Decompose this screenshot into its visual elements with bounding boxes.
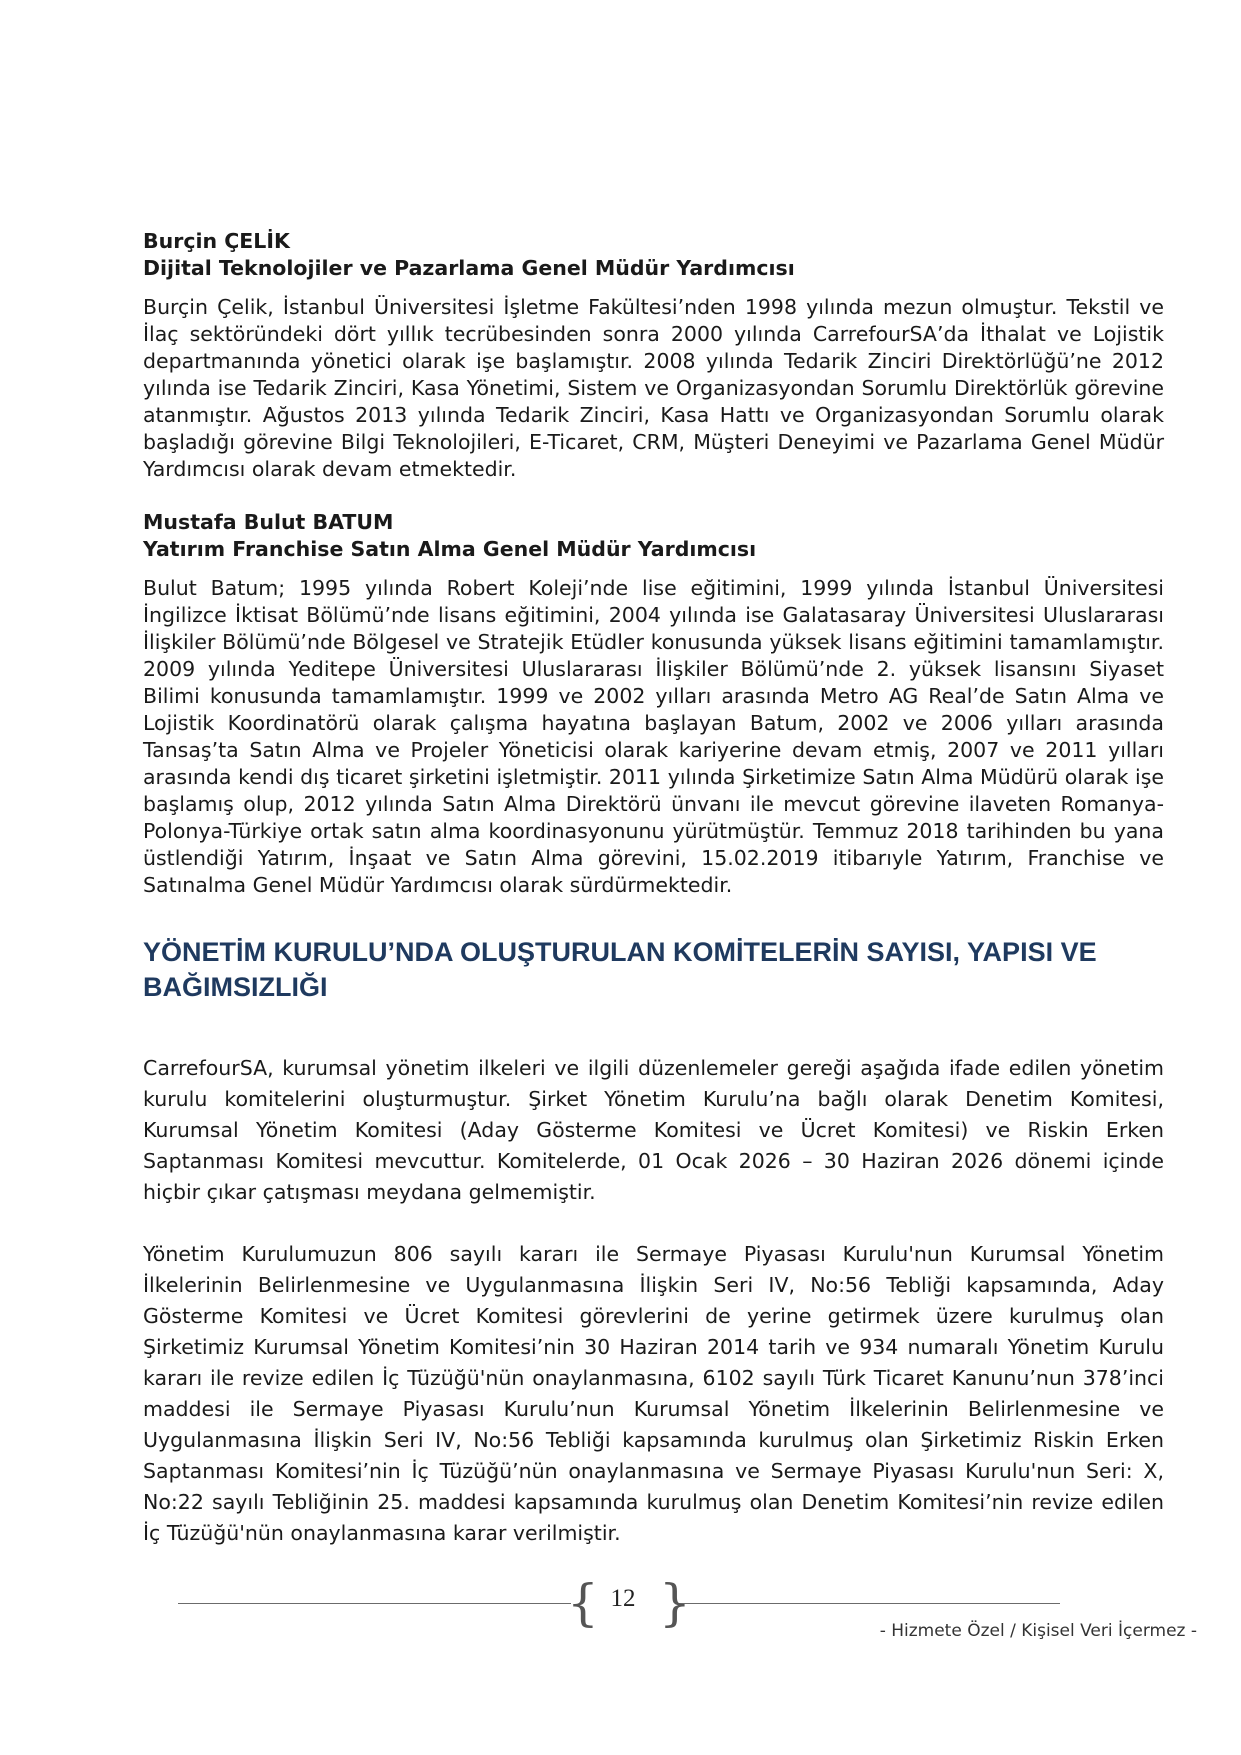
- footer-divider-right: [676, 1603, 1060, 1604]
- section-heading: YÖNETİM KURULU’NDA OLUŞTURULAN KOMİTELERİN SAYISI, YAPISI VE BAĞIMSIZLIĞI: [143, 937, 1097, 1002]
- executive-role: Yatırım Franchise Satın Alma Genel Müdür Yardımcısı: [143, 537, 757, 561]
- executive-name: Mustafa Bulut BATUM: [143, 510, 394, 534]
- classification-note: - Hizmete Özel / Kişisel Veri İçermez -: [879, 1621, 1197, 1641]
- right-brace-icon: }: [659, 1574, 691, 1632]
- committees-paragraph: CarrefourSA, kurumsal yönetim ilkeleri ve ilgili düzenlemeler gereği aşağıda ifade edilen yönetim kurulu komitelerini oluşturmuştur. Şirket Yönetim Kurulu’na bağlı olarak Denetim Komitesi, Kurumsal Yönetim Komitesi (Aday Gösterme Komitesi ve Ücret Komitesi) ve Riskin Erken Saptanması Komitesi mevcuttur. Komitelerde, 01 Ocak 2026 – 30 Haziran 2026 dönemi içinde hiçbir çıkar çatışması meydana gelmemiştir.: [143, 1056, 1164, 1204]
- left-brace-icon: {: [567, 1574, 599, 1632]
- executive-bio: Bulut Batum; 1995 yılında Robert Koleji’nde lise eğitimini, 1999 yılında İstanbul Üniversitesi İngilizce İktisat Bölümü’nde lisans eğitimini, 2004 yılında ise Galatasaray Üniversitesi Uluslararası İlişkiler Bölümü’nde Bölgesel ve Stratejik Etüdler konusunda yüksek lisans eğitimini tamamlamıştır. 2009 yılında Yeditepe Üniversitesi Uluslararası İlişkiler Bölümü’nde 2. yüksek lisansını Siyaset Bilimi konusunda tamamlamıştır. 1999 ve 2002 yılları arasında Metro AG Real’de Satın Alma ve Lojistik Koordinatörü olarak çalışma hayatına başlayan Batum, 2002 ve 2006 yılları arasında Tansaş’ta Satın Alma ve Projeler Yöneticisi olarak kariyerine devam etmiş, 2007 ve 2011 yılları arasında kendi dış ticaret şirketini işletmiştir. 2011 yılında Şirketimize Satın Alma Müdürü olarak işe başlamış olup, 2012 yılında Satın Alma Direktörü ünvanı ile mevcut görevine ilaveten Romanya-Polonya-Türkiye ortak satın alma koordinasyonunu yürütmüştür. Temmuz 2018 tarihinden bu yana üstlendiği Yatırım, İnşaat ve Satın Alma görevini, 15.02.2019 itibarıyle Yatırım, Franchise ve Satınalma Genel Müdür Yardımcısı olarak sürdürmektedir.: [143, 576, 1164, 897]
- executive-bio: Burçin Çelik, İstanbul Üniversitesi İşletme Fakültesi’nden 1998 yılında mezun olmuştur. Tekstil ve İlaç sektöründeki dört yıllık tecrübesinden sonra 2000 yılında CarrefourSA’da İthalat ve Lojistik departmanında yönetici olarak işe başlamıştır. 2008 yılında Tedarik Zinciri Direktörlüğü’ne 2012 yılında ise Tedarik Zinciri, Kasa Yönetimi, Sistem ve Organizasyondan Sorumlu Direktörlük görevine atanmıştır. Ağustos 2013 yılında Tedarik Zinciri, Kasa Hattı ve Organizasyondan Sorumlu olarak başladığı görevine Bilgi Teknolojileri, E-Ticaret, CRM, Müşteri Deneyimi ve Pazarlama Genel Müdür Yardımcısı olarak devam etmektedir.: [143, 295, 1164, 481]
- executive-role: Dijital Teknolojiler ve Pazarlama Genel Müdür Yardımcısı: [143, 256, 795, 280]
- committees-paragraph: Yönetim Kurulumuzun 806 sayılı kararı ile Sermaye Piyasası Kurulu'nun Kurumsal Yönetim İlkelerinin Belirlenmesine ve Uygulanmasına İlişkin Seri IV, No:56 Tebliği kapsamında, Aday Gösterme Komitesi ve Ücret Komitesi görevlerini de yerine getirmek üzere kurulmuş olan Şirketimiz Kurumsal Yönetim Komitesi’nin 30 Haziran 2014 tarih ve 934 numaralı Yönetim Kurulu kararı ile revize edilen İç Tüzüğü'nün onaylanmasına, 6102 sayılı Türk Ticaret Kanunu’nun 378’inci maddesi ile Sermaye Piyasası Kurulu’nun Kurumsal Yönetim İlkelerinin Belirlenmesine ve Uygulanmasına İlişkin Seri IV, No:56 Tebliği kapsamında kurulmuş olan Şirketimiz Riskin Erken Saptanması Komitesi’nin İç Tüzüğü’nün onaylanmasına ve Sermaye Piyasası Kurulu'nun Seri: X, No:22 sayılı Tebliğinin 25. maddesi kapsamında kurulmuş olan Denetim Komitesi’nin revize edilen İç Tüzüğü'nün onaylanmasına karar verilmiştir.: [143, 1242, 1164, 1545]
- footer-divider-left: [178, 1603, 571, 1604]
- page-number: 12: [610, 1585, 636, 1612]
- executive-name: Burçin ÇELİK: [143, 229, 290, 253]
- page-content: [143, 228, 1164, 1580]
